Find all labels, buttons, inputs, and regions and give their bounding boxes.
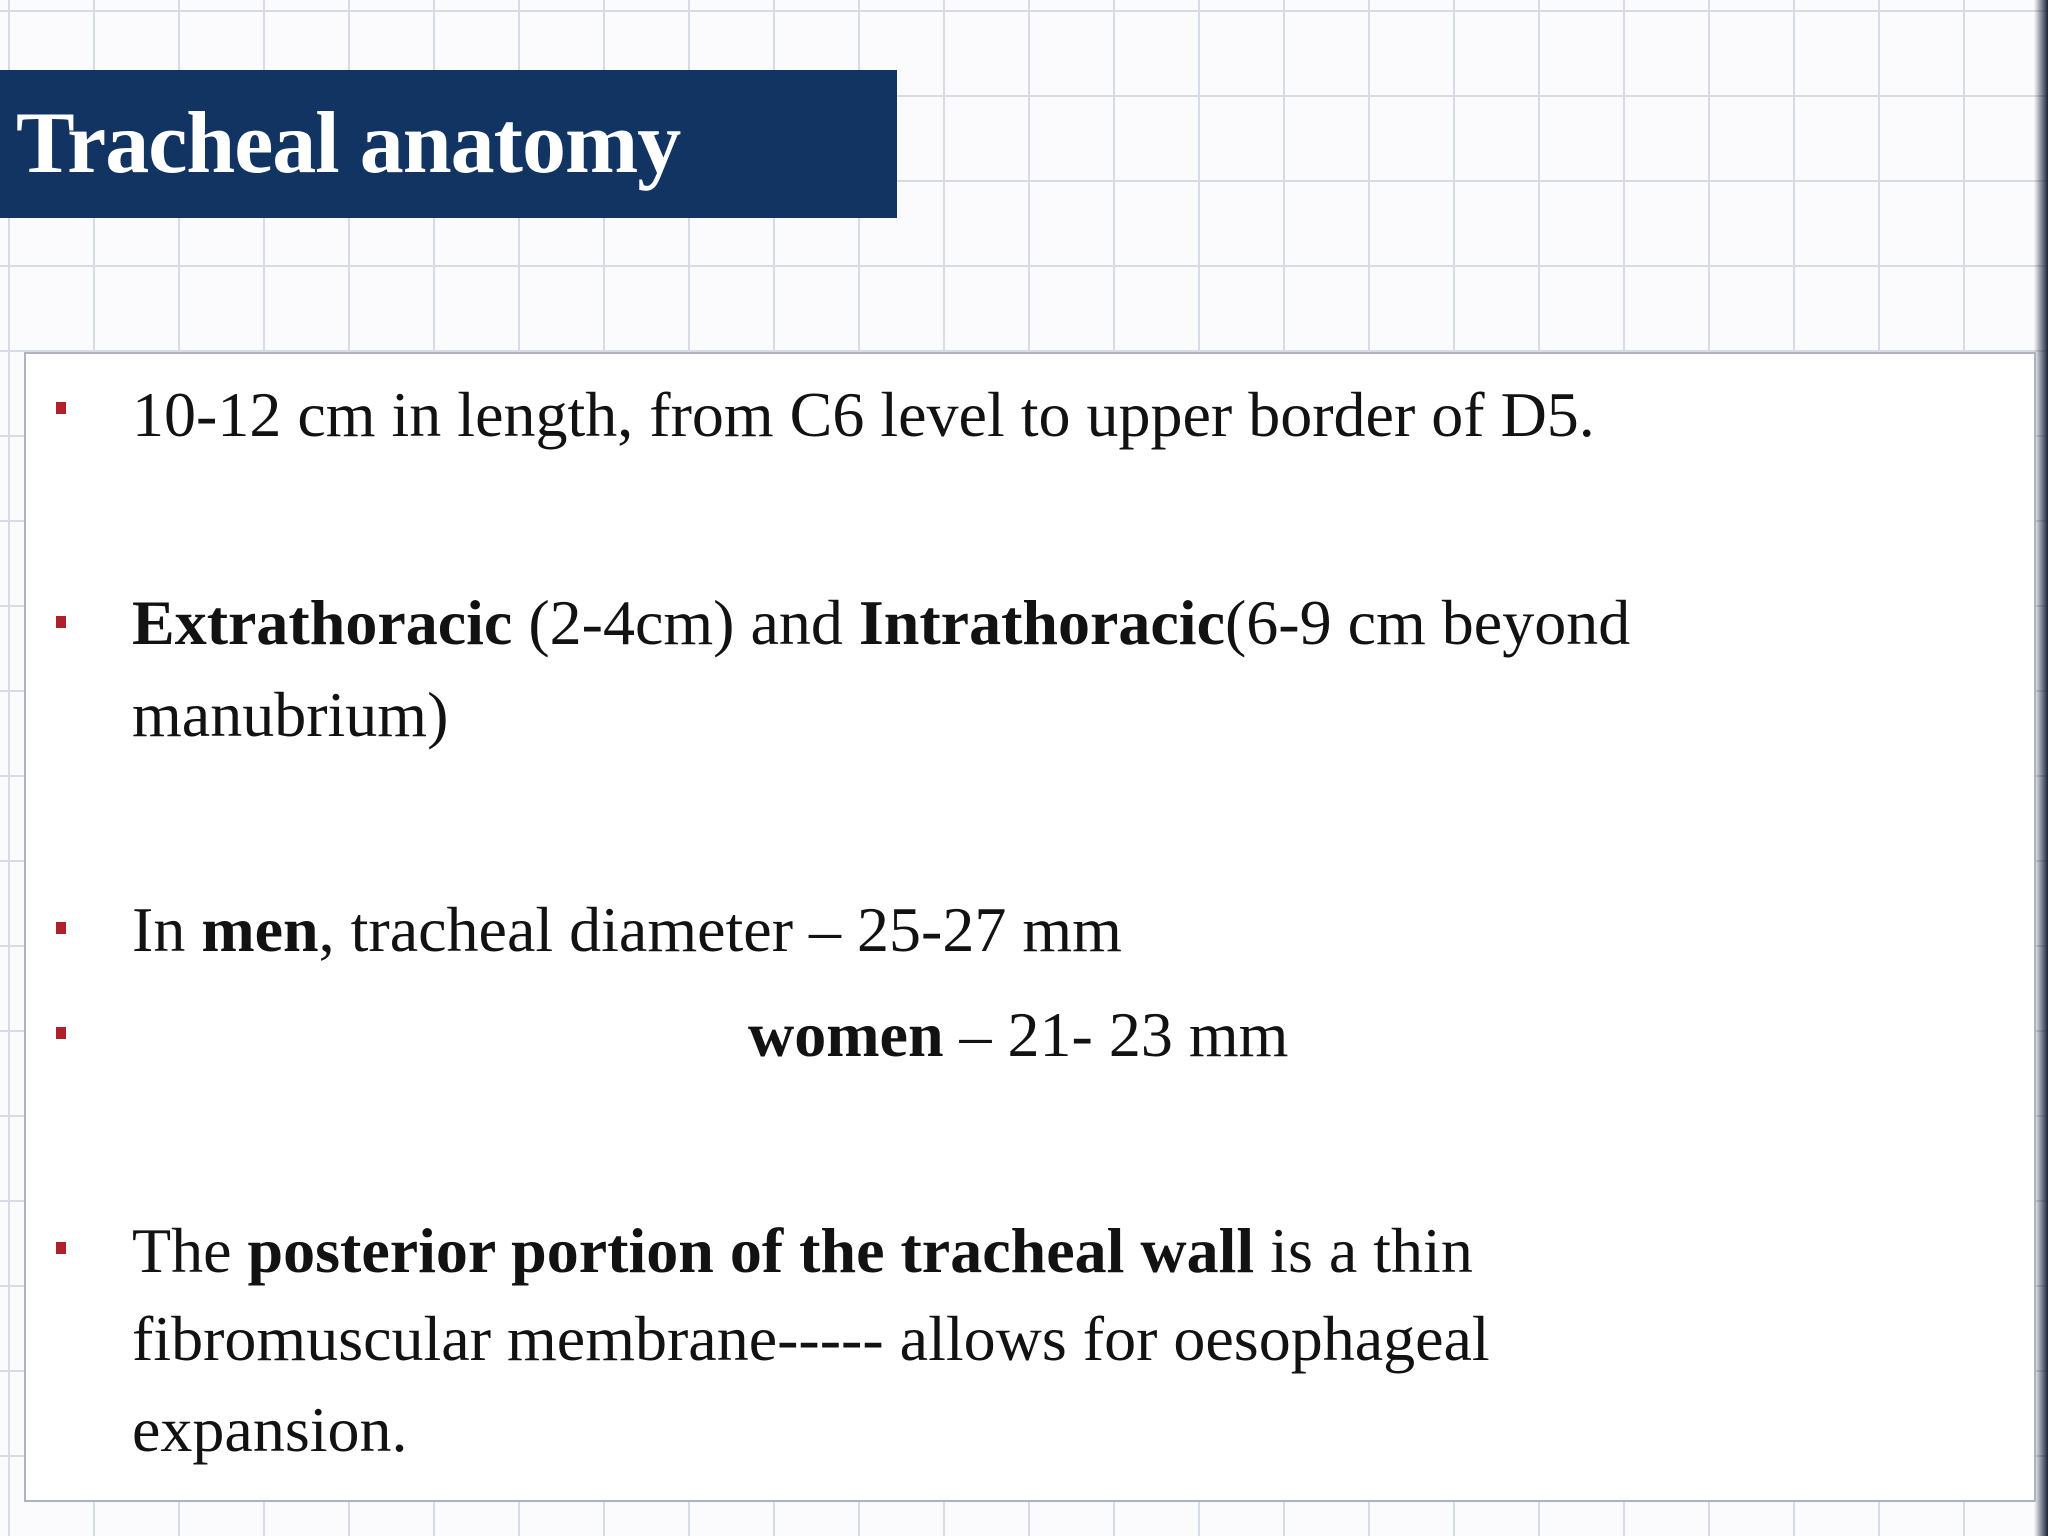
bullet-square-icon <box>56 1027 66 1039</box>
bullet-2-line-2 <box>132 679 449 750</box>
bullet-2-line-1 <box>132 587 1631 658</box>
bullet-4-text-1: – 21- 23 mm <box>943 999 1289 1070</box>
page-title: Tracheal anatomy <box>16 95 681 192</box>
bullet-5-text-4: expansion. <box>132 1394 408 1465</box>
bullet-2-text-1: (2-4cm) and <box>512 587 859 658</box>
men-term: men <box>201 894 319 965</box>
bullet-square-icon <box>56 402 66 414</box>
bullet-5-line-3 <box>132 1394 408 1465</box>
posterior-wall-term: posterior portion of the tracheal wall <box>247 1215 1255 1286</box>
title-bar <box>0 70 897 218</box>
bullet-5-text-1: The <box>132 1215 248 1286</box>
bullet-5-text-3: fibromuscular membrane----- allows for oesophageal <box>132 1303 1490 1374</box>
bullet-2-text-2: (6-9 cm beyond <box>1224 587 1631 658</box>
bullet-square-icon <box>56 922 66 934</box>
bullet-3-text-1: In <box>132 894 202 965</box>
bullet-2-text-3: manubrium) <box>132 679 449 750</box>
bullet-square-icon <box>56 616 66 628</box>
bullet-3-text-2: , tracheal diameter – 25-27 mm <box>318 894 1122 965</box>
intrathoracic-term: Intrathoracic <box>858 587 1225 658</box>
bullet-1-line-1 <box>132 379 1595 450</box>
women-term: women <box>748 999 944 1070</box>
bullet-4-line-1 <box>748 999 1289 1070</box>
bullet-5-text-2: is a thin <box>1254 1215 1473 1286</box>
bullet-5-line-2 <box>132 1303 1490 1374</box>
bullet-3-line-1 <box>132 894 1122 965</box>
bullet-1-text: 10-12 cm in length, from C6 level to upper border of D5. <box>132 379 1595 450</box>
bullet-5-line-1 <box>132 1215 1473 1286</box>
right-edge-shadow <box>2034 0 2048 1536</box>
extrathoracic-term: Extrathoracic <box>132 587 513 658</box>
bullet-square-icon <box>56 1242 66 1254</box>
